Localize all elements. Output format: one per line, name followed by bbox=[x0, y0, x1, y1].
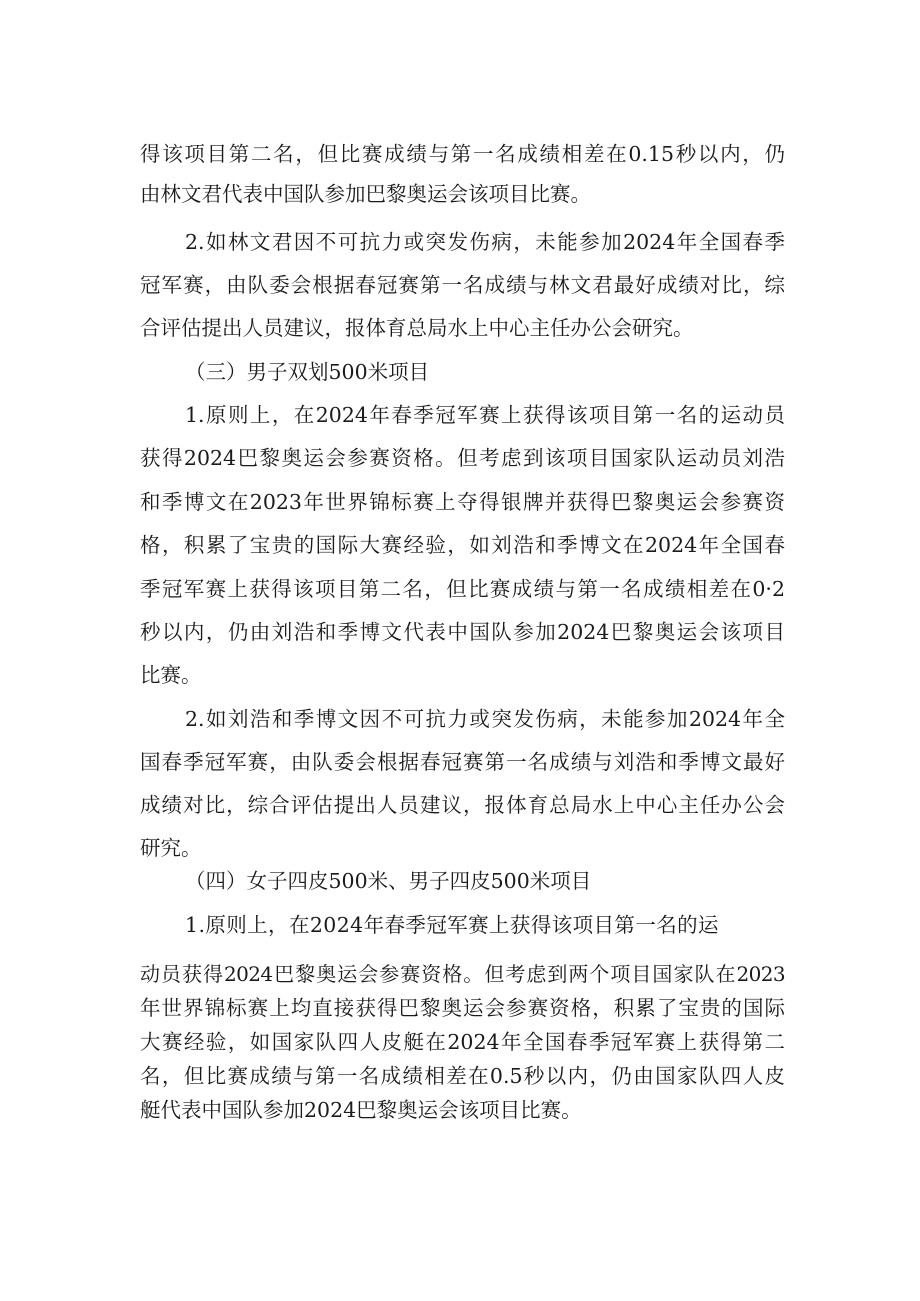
text-line-7: 1.原则上，在2024年春季冠军赛上获得该项目第一名的运动员 bbox=[185, 403, 785, 427]
text-line-5: 合评估提出人员建议，报体育总局水上中心主任办公会研究。 bbox=[140, 316, 694, 340]
text-line-1: 得该项目第二名，但比赛成绩与第一名成绩相差在0.15秒以内，仍 bbox=[140, 142, 785, 166]
text-line-20: 动员获得2024巴黎奥运会参赛资格。但考虑到两个项目国家队在2023 bbox=[140, 962, 785, 986]
text-line-17: 研究。 bbox=[140, 836, 202, 860]
text-line-10: 格，积累了宝贵的国际大赛经验，如刘浩和季博文在2024年全国春 bbox=[140, 533, 785, 557]
text-line-22: 大赛经验，如国家队四人皮艇在2024年全国春季冠军赛上获得第二 bbox=[140, 1030, 785, 1054]
text-line-16: 成绩对比，综合评估提出人员建议，报体育总局水上中心主任办公会 bbox=[140, 793, 785, 817]
text-line-23: 名，但比赛成绩与第一名成绩相差在0.5秒以内，仍由国家队四人皮 bbox=[140, 1064, 785, 1088]
text-line-4: 冠军赛，由队委会根据春冠赛第一名成绩与林文君最好成绩对比，综 bbox=[140, 273, 785, 297]
text-line-11: 季冠军赛上获得该项目第二名，但比赛成绩与第一名成绩相差在0·2 bbox=[140, 577, 785, 601]
text-line-24: 艇代表中国队参加2024巴黎奥运会该项目比赛。 bbox=[140, 1098, 582, 1122]
text-line-9: 和季博文在2023年世界锦标赛上夺得银牌并获得巴黎奥运会参赛资 bbox=[140, 490, 785, 514]
text-line-19: 1.原则上，在2024年春季冠军赛上获得该项目第一名的运 bbox=[185, 913, 719, 937]
text-line-21: 年世界锦标赛上均直接获得巴黎奥运会参赛资格，积累了宝贵的国际 bbox=[140, 996, 785, 1020]
text-line-14: 2.如刘浩和季博文因不可抗力或突发伤病，未能参加2024年全 bbox=[185, 707, 785, 731]
text-line-13: 比赛。 bbox=[140, 663, 202, 687]
text-line-8: 获得2024巴黎奥运会参赛资格。但考虑到该项目国家队运动员刘浩 bbox=[140, 446, 785, 470]
text-line-12: 秒以内，仍由刘浩和季博文代表中国队参加2024巴黎奥运会该项目 bbox=[140, 620, 785, 644]
section-heading-3: （三）男子双划500米项目 bbox=[185, 360, 430, 384]
text-line-2: 由林文君代表中国队参加巴黎奥运会该项目比赛。 bbox=[140, 182, 591, 206]
text-line-15: 国春季冠军赛，由队委会根据春冠赛第一名成绩与刘浩和季博文最好 bbox=[140, 750, 785, 774]
text-line-3: 2.如林文君因不可抗力或突发伤病，未能参加2024年全国春季 bbox=[185, 230, 785, 254]
section-heading-4: （四）女子四皮500米、男子四皮500米项目 bbox=[185, 869, 592, 893]
